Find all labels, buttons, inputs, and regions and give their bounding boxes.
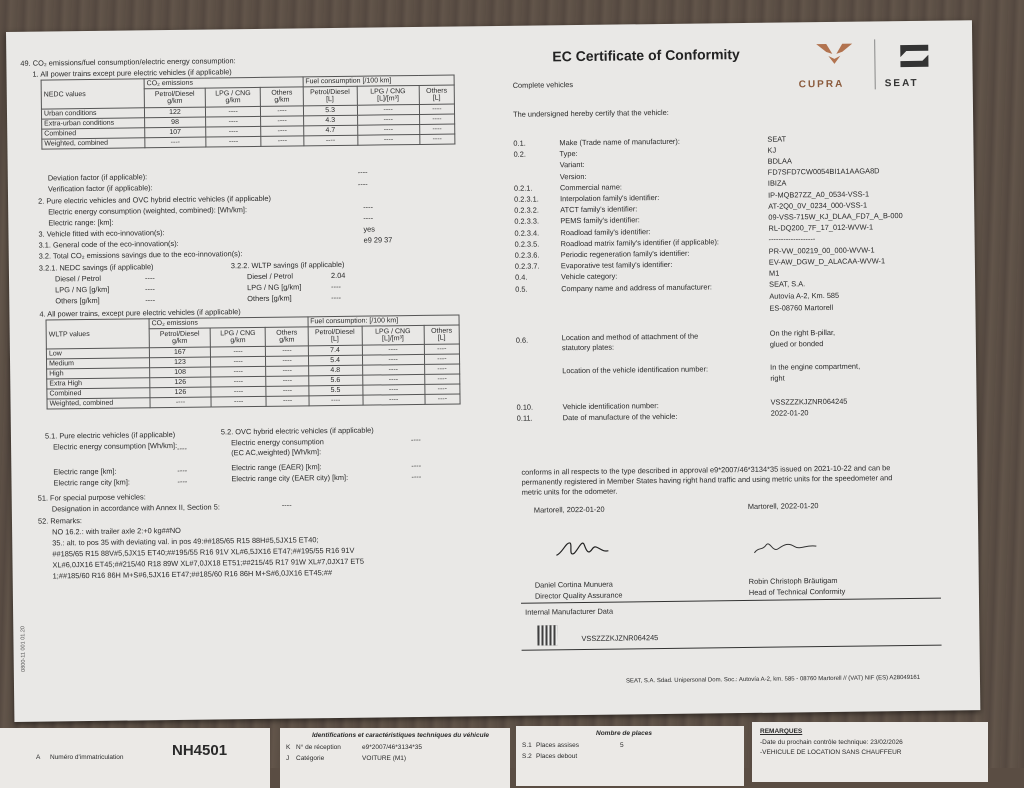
- wltp-subheader-1: LPG / CNG g/km: [210, 327, 266, 347]
- item-0-6-label-b: statutory plates:: [561, 342, 615, 353]
- company-footer: SEAT, S.A. Sdad. Unipersonal Dom. Soc.: Autovía A-2, km. 585 - 08760 Martorell // (VAT) NIF (ES) A28049161: [625, 674, 921, 685]
- nedc-sav-lpg: LPG / NG [g/km]: [55, 284, 110, 295]
- row-label: Combined: [47, 388, 150, 399]
- approval-value: e9*2007/46*3134*35: [362, 744, 423, 751]
- section-51-designation-value: ----: [281, 500, 292, 510]
- wltp-sav-lpg-val: ----: [331, 281, 342, 292]
- item-v-11: EV-AW_DGW_D_ALACAA-WVW-1: [768, 255, 886, 267]
- electric-consumption-label: Electric energy consumption (weighted, combined): [Wh/km]:: [48, 205, 248, 217]
- verification-factor-value: ----: [357, 179, 368, 189]
- row-label: Extra-urban conditions: [42, 118, 145, 129]
- nedc-subheader-3: Petrol/Diesel [L]: [303, 86, 357, 106]
- table-cell: ----: [424, 354, 459, 364]
- section-49-title: 49. CO₂ emissions/fuel consumption/electric energy consumption:: [20, 56, 236, 68]
- s51-er-value: ----: [177, 465, 188, 475]
- section-2-title: 2. Pure electric vehicles and OVC hybrid electric vehicles (if applicable): [38, 193, 272, 206]
- table-cell: 123: [149, 357, 210, 368]
- table-cell: ----: [210, 346, 266, 357]
- item-0-6-label-a: Location and method of attachment of the: [561, 331, 699, 343]
- s51-er-label: Electric range [km]:: [53, 466, 117, 477]
- item-l-5: Interpolation family's identifier:: [560, 193, 660, 204]
- table-cell: ----: [205, 116, 261, 127]
- table-cell: 7.4: [308, 345, 362, 356]
- wltp-savings-title: 3.2.2. WLTP savings (if applicable): [230, 259, 345, 271]
- section-3-1-label: 3.1. General code of the eco-innovation(s):: [38, 238, 179, 250]
- item-l-3: Version:: [559, 171, 587, 181]
- table-cell: ----: [420, 134, 455, 144]
- table-cell: 122: [144, 107, 205, 118]
- wltp-subheader-5: Others [L]: [424, 325, 459, 344]
- section-52-title: 52. Remarks:: [37, 516, 82, 526]
- item-v-12: M1: [768, 268, 780, 278]
- internal-data-label: Internal Manufacturer Data: [525, 606, 614, 617]
- item-v-0: SEAT: [767, 133, 787, 144]
- wltp-subheader-2: Others g/km: [266, 327, 308, 347]
- wltp-subheader-4: LPG / CNG [L]/[m³]: [362, 325, 424, 345]
- field-s2: S.2: [522, 753, 532, 760]
- table-cell: ----: [210, 366, 266, 377]
- table-cell: ----: [261, 126, 303, 137]
- signatory-1-role: Director Quality Assurance: [534, 590, 623, 601]
- wltp-sav-diesel: Diesel / Petrol: [246, 271, 294, 282]
- table-cell: 4.7: [303, 125, 357, 136]
- table-cell: 98: [145, 117, 206, 128]
- vin-location-label: Location of the vehicle identification number:: [562, 364, 709, 376]
- nedc-header-1: CO₂ emissions: [144, 77, 303, 89]
- registration-doc-remarks: [752, 722, 988, 782]
- remark-line-5: 1;##185/60 R16 86H M+S#6,5JX16 ET47;##185/60 R16 86H M+S#6,0JX16 ET45;##: [52, 568, 333, 581]
- table-cell: ----: [261, 116, 303, 127]
- margin-form-code: 0800-11 001 01.20: [20, 626, 27, 672]
- nedc-subheader-1: LPG / CNG g/km: [205, 87, 261, 107]
- section-49-1-title: 1. All power trains except pure electric vehicles (if applicable): [32, 67, 232, 79]
- item-v-4: IBIZA: [767, 178, 787, 188]
- item-n-10: 0.2.3.6.: [514, 250, 540, 260]
- table-cell: ----: [363, 394, 425, 405]
- table-cell: ----: [362, 354, 424, 365]
- item-l-6: ATCT family's identifier:: [560, 204, 638, 215]
- table-cell: ----: [419, 114, 454, 124]
- item-n-11: 0.2.3.7.: [514, 261, 540, 271]
- table-cell: 126: [150, 387, 211, 398]
- signature-1: [552, 535, 612, 567]
- table-cell: ----: [210, 356, 266, 367]
- item-l-13: Company name and address of manufacturer:: [561, 281, 712, 293]
- ident-title: Identifications et caractéristiques techniques du véhicule: [312, 732, 489, 739]
- nedc-sav-diesel-val: ----: [144, 273, 155, 283]
- category-value: VOITURE (M1): [362, 755, 407, 762]
- table-cell: ----: [425, 384, 460, 394]
- row-label: Low: [46, 348, 149, 359]
- table-cell: ----: [266, 376, 308, 387]
- item-n-12: 0.4.: [514, 273, 528, 283]
- nedc-savings-title: 3.2.1. NEDC savings (if applicable): [38, 262, 154, 273]
- table-cell: 4.3: [303, 115, 357, 126]
- item-v-13: SEAT, S.A.: [769, 279, 806, 289]
- item-0-6-value-a: On the right B-pillar,: [769, 327, 836, 338]
- item-0-6-value-b: glued or bonded: [769, 339, 824, 349]
- table-cell: ----: [266, 396, 308, 407]
- row-label: Weighted, combined: [47, 398, 150, 409]
- electric-range-label: Electric range: [km]:: [48, 217, 114, 228]
- item-n-1: 0.2.: [513, 149, 526, 159]
- address-line-3: ES-08760 Martorell: [769, 302, 834, 313]
- category-label: Catégorie: [296, 755, 325, 762]
- row-label: High: [47, 368, 150, 379]
- remarks-title: REMARQUES: [760, 728, 803, 735]
- signature-2: [750, 536, 820, 564]
- table-cell: 5.6: [308, 375, 362, 386]
- certificate-sheet: [6, 20, 980, 722]
- s52-eec-value: ----: [410, 434, 421, 445]
- item-l-8: Roadload family's identifier:: [560, 226, 651, 237]
- vin-location-value-a: In the engine compartment,: [770, 361, 861, 372]
- section-3-2-label: 3.2. Total CO₂ emissions savings due to the eco-innovation(s):: [38, 249, 243, 261]
- section-3-label: 3. Vehicle fitted with eco-innovation(s):: [38, 228, 165, 239]
- wltp-header-1: CO₂ emissions: [149, 317, 308, 329]
- section-5-2-title: 5.2. OVC hybrid electric vehicles (if applicable): [220, 425, 374, 437]
- table-cell: 4.8: [308, 365, 362, 376]
- registration-doc-left: [0, 728, 270, 788]
- item-0-11-number: 0.11.: [516, 413, 533, 423]
- signatory-2-role: Head of Technical Conformity: [748, 586, 846, 597]
- wltp-subheader-3: Petrol/Diesel [L]: [308, 326, 362, 346]
- table-cell: ----: [266, 346, 308, 357]
- seats-label: Places assises: [536, 742, 579, 749]
- vin-value: VSSZZZKJZNR064245: [770, 396, 848, 407]
- item-n-4: 0.2.1.: [513, 183, 533, 193]
- section-51-designation: Designation in accordance with Annex II, Section 5:: [51, 502, 220, 514]
- item-n-13: 0.5.: [515, 284, 528, 294]
- manufacture-date-value: 2022-01-20: [770, 408, 809, 418]
- table-cell: ----: [362, 384, 424, 395]
- table-cell: ----: [419, 104, 454, 114]
- table-cell: ----: [266, 386, 308, 397]
- section-51-title: 51. For special purpose vehicles:: [37, 492, 146, 503]
- nedc-subheader-4: LPG / CNG [L]/[m³]: [357, 85, 419, 105]
- nedc-header-0: NEDC values: [41, 79, 144, 109]
- complete-vehicles: Complete vehicles: [512, 80, 574, 90]
- item-n-0: 0.1.: [513, 138, 526, 148]
- section-4-title: 4. All power trains, except pure electric vehicles (if applicable): [39, 307, 241, 319]
- table-cell: ----: [357, 114, 419, 125]
- remark-line-3: ##185/65 R15 88V#5,5JX15 ET40;##195/55 R16 91V XL#6,5JX16 ET47;##195/55 R16 91V: [52, 545, 355, 559]
- table-cell: 5.4: [308, 355, 362, 366]
- item-0-10-number: 0.10.: [516, 402, 534, 412]
- row-label: Extra High: [47, 378, 150, 389]
- conformity-line-1: conforms in all respects to the type described in approval e9*2007/46*3134*35 issued on 2021-10-22 and can be: [521, 463, 891, 477]
- table-cell: 167: [149, 347, 210, 358]
- datamatrix-code: [537, 625, 557, 645]
- field-j: J: [286, 755, 290, 762]
- table-cell: ----: [211, 376, 267, 387]
- item-v-10: PR-VW_00219_00_000-WVW-1: [768, 244, 875, 256]
- s51-eec-label: Electric energy consumption [Wh/km]:: [53, 440, 178, 452]
- table-cell: ----: [362, 374, 424, 385]
- address-line-2: Autovía A-2, Km. 585: [769, 290, 840, 301]
- table-cell: ----: [357, 124, 419, 135]
- cupra-wordmark: CUPRA: [798, 78, 845, 91]
- wltp-header-0: WLTP values: [46, 319, 149, 349]
- signatory-2-name: Robin Christoph Bräutigam: [748, 575, 838, 586]
- table-cell: ----: [424, 344, 459, 354]
- table-cell: ----: [362, 364, 424, 375]
- item-v-9: -------------------: [768, 234, 816, 244]
- field-k: K: [286, 744, 291, 751]
- table-cell: ----: [150, 397, 211, 408]
- s52-er-label: Electric range (EAER) [km]:: [231, 462, 322, 473]
- electric-range-value: ----: [363, 213, 374, 223]
- table-cell: ----: [206, 136, 262, 147]
- places-title: Nombre de places: [596, 730, 652, 737]
- seat-logo: [896, 43, 932, 74]
- table-cell: ----: [266, 356, 308, 367]
- wltp-table: [46, 314, 461, 409]
- table-cell: ----: [357, 104, 419, 115]
- table-cell: ----: [303, 135, 357, 146]
- item-v-2: BDLAA: [767, 156, 792, 166]
- item-l-10: Periodic regeneration family's identifier:: [560, 248, 690, 260]
- s52-eec-label: Electric energy consumption: [230, 437, 324, 448]
- table-cell: ----: [205, 106, 261, 117]
- s51-erc-label: Electric range city [km]:: [53, 477, 130, 488]
- remark-line-2: 35.: alt. to pos 35 with deviating val. in pos 49:##185/65 R15 88H#5,5JX15 ET40;: [52, 535, 319, 548]
- item-v-6: AT-2Q0_0V_0234_000-VSS-1: [768, 200, 868, 211]
- item-n-5: 0.2.3.1.: [514, 194, 539, 204]
- place-date-1: Martorell, 2022-01-20: [533, 504, 605, 515]
- field-a: A: [36, 754, 41, 761]
- nedc-subheader-2: Others g/km: [261, 87, 303, 107]
- section-3-1-value: e9 29 37: [363, 235, 393, 245]
- item-l-9: Roadload matrix family's identifier (if applicable):: [560, 237, 719, 249]
- table-cell: 5.3: [303, 105, 357, 116]
- table-cell: ----: [266, 366, 308, 377]
- table-cell: ----: [261, 106, 303, 117]
- s52-er-value: ----: [411, 460, 422, 471]
- item-l-4: Commercial name:: [559, 182, 623, 193]
- registration-doc-places: [516, 726, 744, 786]
- table-cell: 108: [150, 367, 211, 378]
- item-n-7: 0.2.3.3.: [514, 216, 540, 227]
- deviation-factor-value: ----: [357, 167, 368, 177]
- table-cell: ----: [425, 394, 460, 404]
- item-0-6-number: 0.6.: [515, 335, 529, 345]
- row-label: Medium: [46, 358, 149, 369]
- reg-number: NH4501: [172, 742, 228, 759]
- nedc-subheader-0: Petrol/Diesel g/km: [144, 88, 205, 108]
- item-n-9: 0.2.3.5.: [514, 239, 540, 249]
- nedc-sav-others: Others [g/km]: [55, 295, 100, 306]
- deviation-factor-label: Deviation factor (if applicable):: [47, 172, 148, 183]
- electric-consumption-value: ----: [363, 202, 374, 212]
- section-5-1-title: 5.1. Pure electric vehicles (if applicable): [44, 429, 176, 441]
- s51-eec-value: ----: [177, 443, 188, 453]
- item-l-11: Evaporative test family's identifier:: [560, 260, 673, 271]
- vin-location-value-b: right: [770, 373, 785, 383]
- cupra-logo: [812, 40, 856, 74]
- registration-doc-middle: [280, 728, 510, 788]
- reg-number-label: Numéro d'immatriculation: [50, 754, 124, 761]
- item-v-8: RL-DQ200_7F_17_012-WVW-1: [768, 222, 874, 233]
- s52-ec-label: (EC AC,weighted) [Wh/km]:: [231, 447, 322, 458]
- table-cell: 107: [145, 127, 206, 138]
- standing-label: Places debout: [536, 753, 578, 760]
- item-0-11-label: Date of manufacture of the vehicle:: [562, 411, 678, 423]
- table-cell: ----: [211, 396, 267, 407]
- remark-rental: -VEHICULE DE LOCATION SANS CHAUFFEUR: [760, 749, 902, 756]
- wltp-subheader-0: Petrol/Diesel g/km: [149, 328, 210, 348]
- place-date-2: Martorell, 2022-01-20: [747, 501, 819, 511]
- table-cell: ----: [261, 136, 303, 147]
- logo-divider: [874, 39, 876, 89]
- table-cell: ----: [211, 386, 267, 397]
- table-cell: ----: [419, 124, 454, 134]
- table-cell: ----: [424, 364, 459, 374]
- remark-inspection: -Date du prochain contrôle technique: 23/02/2026: [760, 739, 903, 746]
- item-l-0: Make (Trade name of manufacturer):: [559, 136, 680, 148]
- divider-line-2: [522, 645, 942, 651]
- item-l-1: Type:: [559, 149, 578, 159]
- table-cell: 5.5: [309, 385, 363, 396]
- wltp-sav-lpg: LPG / NG [g/km]: [247, 282, 302, 293]
- approval-label: N° de réception: [296, 744, 341, 751]
- verification-factor-label: Verification factor (if applicable):: [47, 183, 153, 194]
- s52-erc-value: ----: [411, 471, 422, 482]
- item-0-10-label: Vehicle identification number:: [562, 401, 659, 412]
- nedc-sav-lpg-val: ----: [145, 284, 156, 294]
- row-label: Urban conditions: [41, 108, 144, 119]
- remark-line-4: XL#6,0JX16 ET45;##215/40 R18 89W XL#7,0JX18 ET51;##215/45 R17 91W XL#7,0JX17 ET5: [52, 556, 364, 570]
- table-cell: ----: [309, 395, 363, 406]
- certify-statement: The undersigned hereby certify that the vehicle:: [512, 107, 669, 119]
- item-v-3: FD7SFD7CW0054BI1A1AAGA8D: [767, 166, 880, 177]
- nedc-subheader-5: Others [L]: [419, 85, 454, 104]
- field-s1: S.1: [522, 742, 532, 749]
- conformity-line-3: metric units for the odometer.: [521, 486, 618, 497]
- table-cell: ----: [357, 134, 419, 145]
- item-v-7: 09-VSS-715W_KJ_DLAA_FD7_A_B-000: [768, 210, 903, 222]
- item-v-1: KJ: [767, 145, 777, 155]
- item-n-8: 0.2.3.4.: [514, 228, 540, 238]
- seat-wordmark: SEAT: [884, 77, 919, 90]
- document-title: EC Certificate of Conformity: [552, 46, 740, 65]
- section-3-value: yes: [363, 224, 376, 234]
- wltp-sav-diesel-val: 2.04: [330, 270, 346, 281]
- s52-erc-label: Electric range city (EAER city) [km]:: [231, 472, 349, 484]
- row-label: Combined: [42, 128, 145, 139]
- nedc-sav-diesel: Diesel / Petrol: [54, 273, 102, 284]
- signatory-1-name: Daniel Cortina Munuera: [534, 579, 613, 590]
- table-cell: ----: [362, 344, 424, 355]
- wltp-sav-others: Others [g/km]: [247, 293, 292, 304]
- wltp-header-2: Fuel consumption: [/100 km]: [308, 315, 459, 327]
- table-cell: ----: [424, 374, 459, 384]
- table-cell: 126: [150, 377, 211, 388]
- s51-erc-value: ----: [177, 476, 188, 486]
- nedc-header-2: Fuel consumption [/100 km]: [303, 75, 454, 87]
- item-l-7: PEMS family's identifier:: [560, 215, 640, 226]
- item-l-2: Variant:: [559, 160, 585, 170]
- nedc-sav-others-val: ----: [145, 295, 156, 305]
- item-l-12: Vehicle category:: [560, 271, 618, 282]
- internal-data-vin: VSSZZZKJZNR064245: [581, 633, 659, 644]
- remark-line-1: NO 16.2.: with trailer axle 2:+0 kg##NO: [52, 525, 181, 537]
- wltp-sav-others-val: ----: [331, 292, 342, 303]
- nedc-table: [41, 75, 456, 150]
- seats-value: 5: [620, 742, 624, 749]
- item-v-5: IP-MQB27ZZ_A0_0534-VSS-1: [767, 188, 870, 200]
- item-n-6: 0.2.3.2.: [514, 205, 539, 215]
- table-cell: ----: [145, 137, 206, 148]
- conformity-line-2: permanently registered in Member States having right hand traffic and using metric units for the speedometer and: [521, 473, 893, 487]
- table-cell: ----: [206, 126, 262, 137]
- row-label: Weighted, combined: [42, 138, 145, 149]
